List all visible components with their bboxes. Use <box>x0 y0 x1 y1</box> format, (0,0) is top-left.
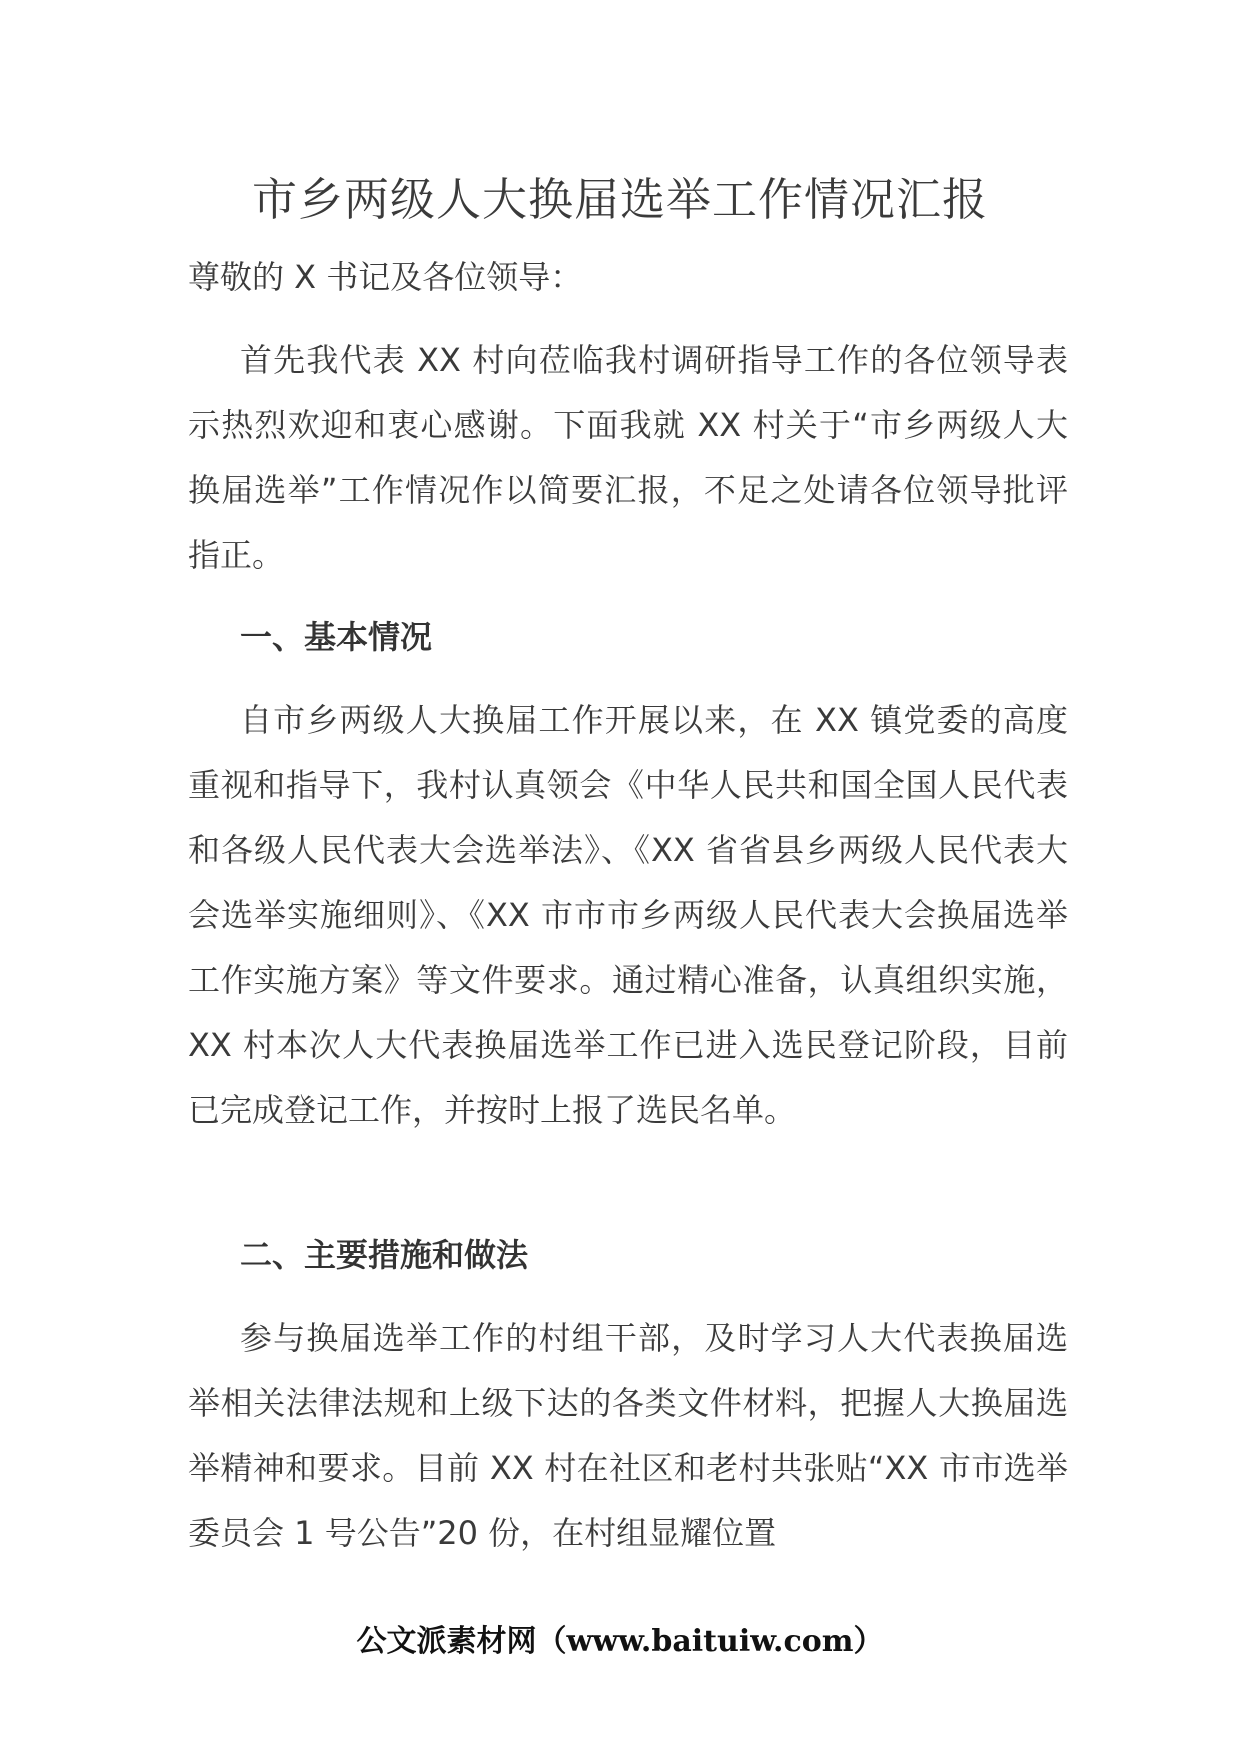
document-title: 市乡两级人大换届选举工作情况汇报 <box>251 173 988 226</box>
section-heading-basic-situation: 一、基本情况 <box>240 618 433 656</box>
paragraph-basic-situation: 自市乡两级人大换届工作开展以来，在 XX 镇党委的高度重视和指导下，我村认真领会《中华人民共和国全国人民代表和各级人民代表大会选举法》、《XX 省省县乡两级人民代表大会选举实施细则》、《XX 市市市乡两级人民代表大会换届选举工作实施方案》等文件要求。通过精心准备，认真组织实施，XX 村本次人大代表换届选举工作已进入选民登记阶段，目前已完成登记工作，并按时上报了选民名单。 <box>188 701 1068 1129</box>
paragraph-main-measures: 参与换届选举工作的村组干部，及时学习人大代表换届选举相关法律法规和上级下达的各类文件材料，把握人大换届选举精神和要求。目前 XX 村在社区和老村共张贴“XX 市市选举委员会 1 号公告”20 份，在村组显耀位置 <box>188 1319 1068 1552</box>
footer-source-text: 公文派素材网（www.baituiw.com） <box>356 1624 884 1659</box>
section-heading-main-measures: 二、主要措施和做法 <box>240 1236 529 1274</box>
paragraph-intro: 首先我代表 XX 村向莅临我村调研指导工作的各位领导表示热烈欢迎和衷心感谢。下面我就 XX 村关于“市乡两级人大换届选举”工作情况作以简要汇报，不足之处请各位领导批评指正。 <box>188 341 1068 574</box>
salutation: 尊敬的 X 书记及各位领导： <box>188 258 583 296</box>
